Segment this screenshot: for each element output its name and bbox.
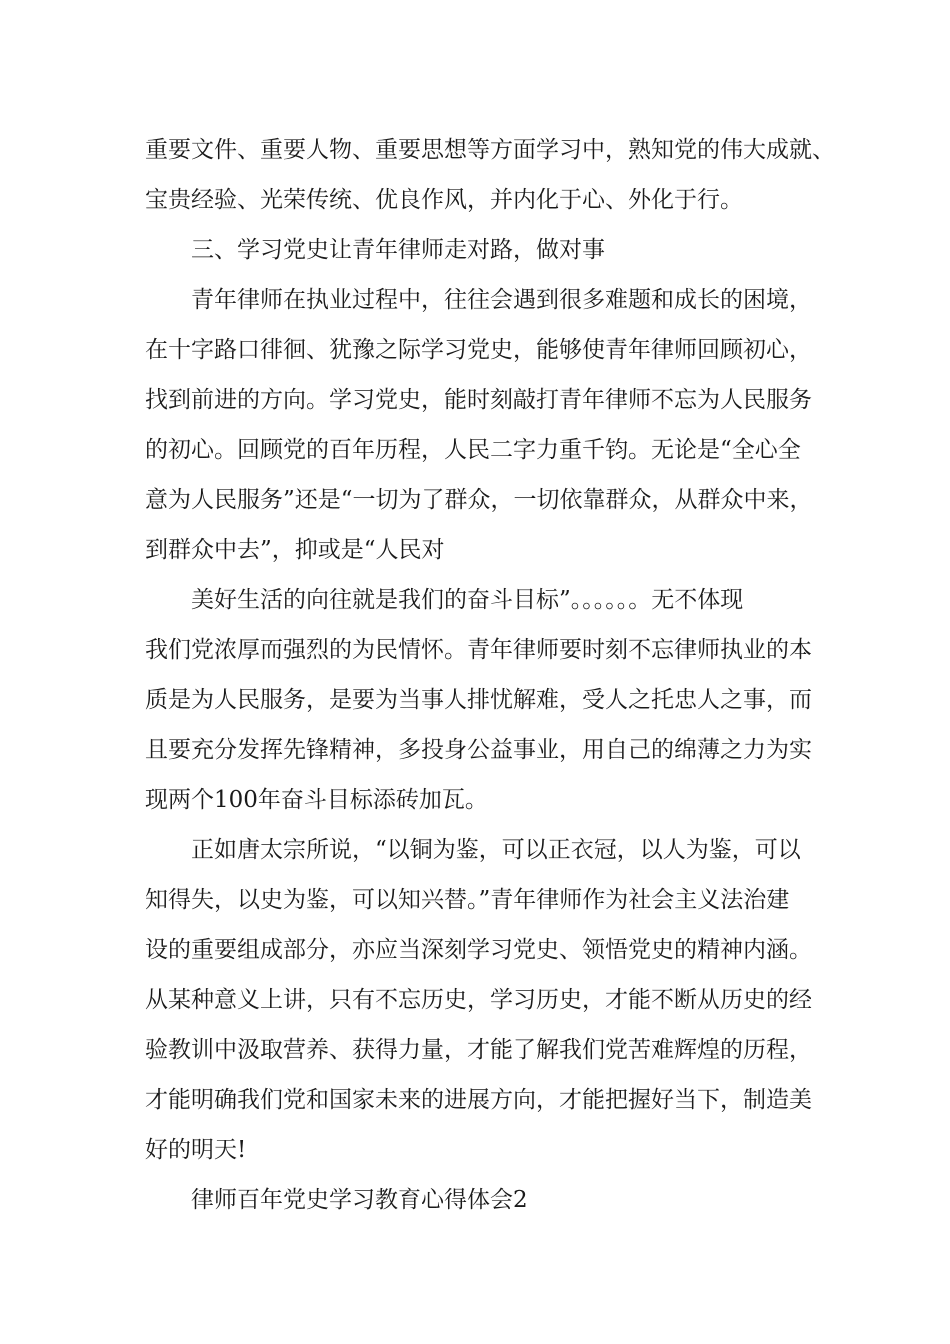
text-line: 质是为人民服务，是要为当事人排忧解难，受人之托忠人之事，而 <box>145 687 812 713</box>
text-line: 意为人民服务”还是“一切为了群众，一切依靠群众，从群众中来， <box>145 487 813 513</box>
section-heading: 三、学习党史让青年律师走对路，做对事 <box>191 237 605 263</box>
text-line: 青年律师在执业过程中，往往会遇到很多难题和成长的困境， <box>191 287 812 313</box>
text-line: 找到前进的方向。学习党史，能时刻敲打青年律师不忘为人民服务 <box>145 387 812 413</box>
text-line: 且要充分发挥先锋精神，多投身公益事业，用自己的绵薄之力为实 <box>145 737 812 763</box>
text-line: 重要文件、重要人物、重要思想等方面学习中，熟知党的伟大成就、 <box>145 137 835 163</box>
text-line: 的初心。回顾党的百年历程，人民二字力重千钧。无论是“全心全 <box>145 437 801 463</box>
text-line: 现两个100年奋斗目标添砖加瓦。 <box>145 787 488 813</box>
text-line: 在十字路口徘徊、犹豫之际学习党史，能够使青年律师回顾初心， <box>145 337 812 363</box>
text-line: 从某种意义上讲，只有不忘历史，学习历史，才能不断从历史的经 <box>145 987 812 1013</box>
text-line: 验教训中汲取营养、获得力量，才能了解我们党苦难辉煌的历程， <box>145 1037 812 1063</box>
text-line: 知得失，以史为鉴，可以知兴替。”青年律师作为社会主义法治建 <box>145 887 790 913</box>
section-title: 律师百年党史学习教育心得体会2 <box>191 1187 528 1213</box>
text-line: 正如唐太宗所说，“以铜为鉴，可以正衣冠，以人为鉴，可以 <box>191 837 801 863</box>
text-line: 设的重要组成部分，亦应当深刻学习党史、领悟党史的精神内涵。 <box>145 937 812 963</box>
text-line: 宝贵经验、光荣传统、优良作风，并内化于心、外化于行。 <box>145 187 743 213</box>
text-line: 我们党浓厚而强烈的为民情怀。青年律师要时刻不忘律师执业的本 <box>145 637 812 663</box>
text-line: 好的明天! <box>145 1137 247 1163</box>
text-line: 才能明确我们党和国家未来的进展方向，才能把握好当下，制造美 <box>145 1087 812 1113</box>
text-line: 美好生活的向往就是我们的奋斗目标”。。。。。。无不体现 <box>191 587 744 613</box>
text-line: 到群众中去”，抑或是“人民对 <box>145 537 445 563</box>
